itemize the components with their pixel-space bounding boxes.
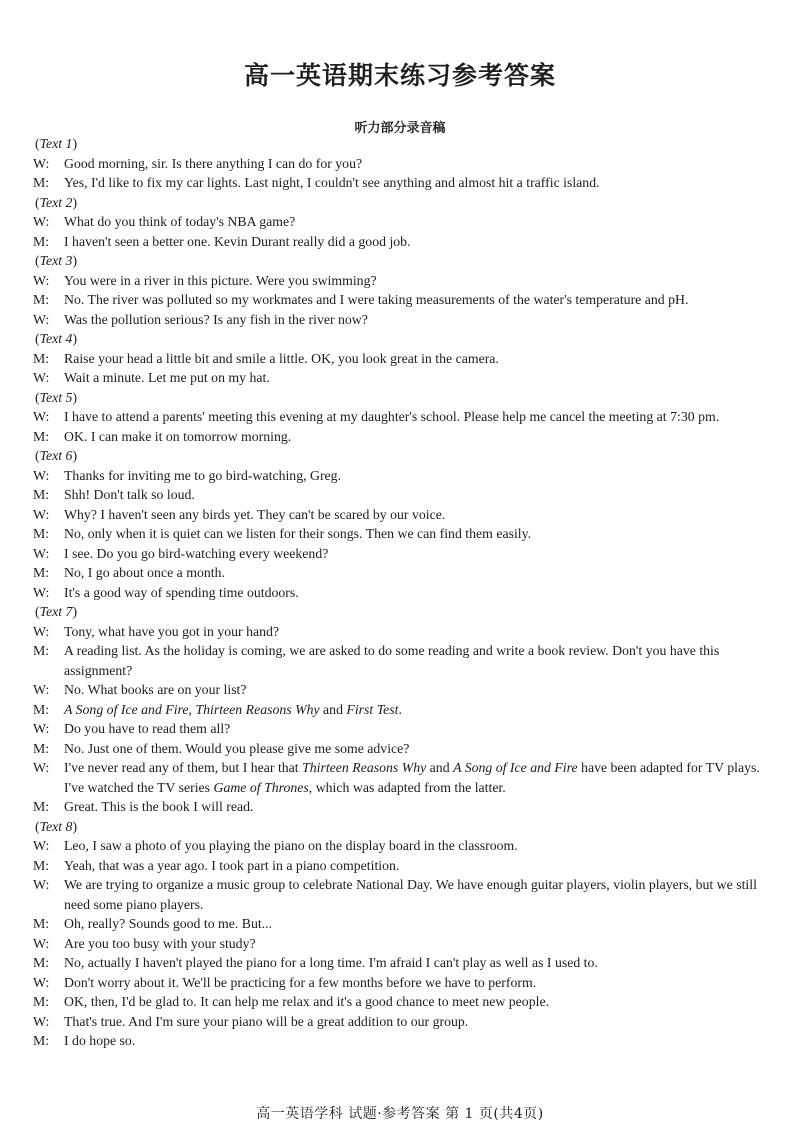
dialogue-line xyxy=(33,407,773,427)
dialogue-text: Great. This is the book I will read. xyxy=(64,799,254,814)
speaker-label: W: xyxy=(33,877,50,892)
dialogue-line xyxy=(33,349,773,369)
text-section-header: (Text 5) xyxy=(35,389,78,405)
dialogue-text: Raise your head a little bit and smile a little. OK, you look great in the camera. xyxy=(64,350,499,366)
dialogue-line xyxy=(33,622,773,642)
speaker-label: W: xyxy=(33,1013,50,1029)
dialogue-text: You were in a river in this picture. Were you swimming? xyxy=(64,272,377,288)
speaker-label: W: xyxy=(33,506,50,522)
speaker-label: M: xyxy=(33,799,50,814)
dialogue-text: OK, then, I'd be glad to. It can help me relax and it's a good chance to meet new people. xyxy=(64,994,550,1009)
speaker-label: M: xyxy=(33,565,50,580)
page-footer: 高一英语学科 试题·参考答案 第 1 页(共4页) xyxy=(256,1106,544,1122)
title-italic: Game of Thrones xyxy=(213,779,309,795)
speaker-label: W: xyxy=(33,974,50,990)
listening-transcript xyxy=(33,134,773,1051)
dialogue-line xyxy=(33,290,773,310)
speaker-label: M: xyxy=(33,955,50,970)
dialogue-line xyxy=(33,154,773,174)
dialogue-text: Thanks for inviting me to go bird-watching, Greg. xyxy=(64,467,342,483)
dialogue-text: No. The river was polluted so my workmates and I were taking measurements of the water's temperature and pH. xyxy=(64,292,689,307)
speaker-label: W: xyxy=(33,155,50,171)
dialogue-line xyxy=(33,680,773,700)
dialogue-line xyxy=(33,758,773,797)
dialogue-text: and xyxy=(319,701,347,717)
speaker-label: M: xyxy=(33,487,50,502)
text-section-label: Text 6 xyxy=(39,448,73,463)
dialogue-line xyxy=(33,173,773,193)
dialogue-text: OK. I can make it on tomorrow morning. xyxy=(64,428,292,444)
dialogue-line xyxy=(33,856,773,876)
text-section-label: Text 1 xyxy=(39,136,73,151)
dialogue-line xyxy=(33,485,773,505)
dialogue-text: have been adapted for TV plays. I've watched the TV series xyxy=(64,760,760,795)
dialogue-text: , which was adapted from the latter. xyxy=(308,779,506,795)
text-section-header: (Text 1) xyxy=(35,136,78,151)
dialogue-text: Are you too busy with your study? xyxy=(64,935,256,951)
speaker-label: M: xyxy=(33,916,50,931)
speaker-label: M: xyxy=(33,740,50,756)
dialogue-text: I've never read any of them, but I hear that xyxy=(64,760,303,775)
dialogue-text: Tony, what have you got in your hand? xyxy=(64,623,280,639)
dialogue-text: Was the pollution serious? Is any fish in the river now? xyxy=(64,311,368,327)
speaker-label: W: xyxy=(33,311,50,327)
dialogue-line xyxy=(33,836,773,856)
dialogue-text: We are trying to organize a music group to celebrate National Day. We have enough guitar players, violin players, but we still need some piano players. xyxy=(64,877,757,912)
speaker-label: W: xyxy=(33,467,50,483)
title-italic: A Song of Ice and Fire xyxy=(453,760,578,775)
title-italic: First Test xyxy=(346,701,399,717)
dialogue-line xyxy=(33,719,773,739)
dialogue-text: It's a good way of spending time outdoors. xyxy=(64,584,299,600)
dialogue-line xyxy=(33,953,773,973)
text-section-label: Text 3 xyxy=(39,253,73,268)
text-section-label: Text 5 xyxy=(39,389,73,405)
speaker-label: M: xyxy=(33,175,50,190)
dialogue-line xyxy=(33,973,773,993)
speaker-label: W: xyxy=(33,370,50,385)
dialogue-text: I haven't seen a better one. Kevin Durant really did a good job. xyxy=(64,233,411,249)
dialogue-text: Why? I haven't seen any birds yet. They can't be scared by our voice. xyxy=(64,506,446,522)
text-section-header: (Text 6) xyxy=(35,448,78,463)
dialogue-text: No. Just one of them. Would you please give me some advice? xyxy=(64,740,410,756)
dialogue-text: Don't worry about it. We'll be practicing for a few months before we have to perform. xyxy=(64,974,537,990)
page-title: 高一英语期末练习参考答案 xyxy=(243,61,556,90)
text-section-label: Text 2 xyxy=(39,194,73,210)
dialogue-line xyxy=(33,700,773,720)
dialogue-text: I do hope so. xyxy=(64,1033,136,1048)
dialogue-line xyxy=(33,934,773,954)
text-section-label: Text 8 xyxy=(39,818,73,834)
speaker-label: M: xyxy=(33,526,50,541)
dialogue-text: A reading list. As the holiday is coming, we are asked to do some reading and write a book review. Don't you have this assignment? xyxy=(64,643,720,678)
speaker-label: M: xyxy=(33,292,50,307)
dialogue-line xyxy=(33,524,773,544)
speaker-label: W: xyxy=(33,935,50,951)
dialogue-text: I have to attend a parents' meeting this evening at my daughter's school. Please help me cancel the meeting at 7:30 pm. xyxy=(64,409,720,424)
text-section-header: (Text 4) xyxy=(35,331,78,346)
speaker-label: W: xyxy=(33,623,50,639)
speaker-label: M: xyxy=(33,643,50,658)
section-subtitle: 听力部分录音稿 xyxy=(354,121,446,136)
dialogue-line xyxy=(33,212,773,232)
speaker-label: W: xyxy=(33,409,50,424)
dialogue-text: No, actually I haven't played the piano for a long time. I'm afraid I can't play as well as I used to. xyxy=(64,955,598,970)
dialogue-text: and xyxy=(426,760,454,775)
title-italic: Thirteen Reasons Why xyxy=(195,701,320,717)
dialogue-line xyxy=(33,544,773,564)
dialogue-text: What do you think of today's NBA game? xyxy=(64,214,296,229)
dialogue-line xyxy=(33,310,773,330)
speaker-label: W: xyxy=(33,584,50,600)
text-section-label: Text 4 xyxy=(39,331,73,346)
dialogue-line xyxy=(33,232,773,252)
title-italic: A Song of Ice and Fire xyxy=(64,701,189,717)
dialogue-line xyxy=(33,505,773,525)
text-section-header: (Text 7) xyxy=(35,604,78,619)
dialogue-text: Do you have to read them all? xyxy=(64,721,231,736)
dialogue-line xyxy=(33,992,773,1012)
dialogue-text: , xyxy=(188,701,196,717)
speaker-label: M: xyxy=(33,701,50,717)
speaker-label: M: xyxy=(33,428,50,444)
dialogue-line xyxy=(33,875,773,914)
text-section-header: (Text 8) xyxy=(35,818,78,834)
speaker-label: M: xyxy=(33,1033,50,1048)
speaker-label: W: xyxy=(33,272,50,288)
dialogue-line xyxy=(33,1031,773,1051)
title-italic: Thirteen Reasons Why xyxy=(302,760,427,775)
dialogue-text: No, only when it is quiet can we listen for their songs. Then we can find them easily. xyxy=(64,526,532,541)
dialogue-text: Wait a minute. Let me put on my hat. xyxy=(64,370,270,385)
dialogue-line xyxy=(33,271,773,291)
dialogue-text: I see. Do you go bird-watching every weekend? xyxy=(64,545,329,561)
dialogue-text: . xyxy=(398,701,402,717)
speaker-label: W: xyxy=(33,214,50,229)
speaker-label: W: xyxy=(33,721,50,736)
dialogue-line xyxy=(33,1012,773,1032)
speaker-label: W: xyxy=(33,545,50,561)
dialogue-line xyxy=(33,914,773,934)
dialogue-text: Leo, I saw a photo of you playing the piano on the display board in the classroom. xyxy=(64,838,518,853)
dialogue-line xyxy=(33,466,773,486)
dialogue-line xyxy=(33,641,773,680)
speaker-label: W: xyxy=(33,760,50,775)
dialogue-text: Good morning, sir. Is there anything I can do for you? xyxy=(64,155,363,171)
dialogue-line xyxy=(33,797,773,817)
speaker-label: M: xyxy=(33,994,50,1009)
dialogue-text: That's true. And I'm sure your piano will be a great addition to our group. xyxy=(64,1013,469,1029)
dialogue-text: Shh! Don't talk so loud. xyxy=(64,487,195,502)
speaker-label: M: xyxy=(33,350,50,366)
dialogue-line xyxy=(33,563,773,583)
dialogue-text: Oh, really? Sounds good to me. But... xyxy=(64,916,273,931)
speaker-label: M: xyxy=(33,857,50,873)
text-section-header: (Text 3) xyxy=(35,253,78,268)
speaker-label: M: xyxy=(33,233,50,249)
dialogue-text: No, I go about once a month. xyxy=(64,565,225,580)
speaker-label: W: xyxy=(33,682,50,697)
dialogue-text: Yeah, that was a year ago. I took part in a piano competition. xyxy=(64,857,400,873)
dialogue-line xyxy=(33,427,773,447)
dialogue-text: Yes, I'd like to fix my car lights. Last night, I couldn't see anything and almost hit a traffic island. xyxy=(64,175,600,190)
text-section-label: Text 7 xyxy=(39,604,73,619)
dialogue-text: No. What books are on your list? xyxy=(64,682,247,697)
text-section-header: (Text 2) xyxy=(35,194,78,210)
speaker-label: W: xyxy=(33,838,50,853)
dialogue-line xyxy=(33,368,773,388)
dialogue-line xyxy=(33,583,773,603)
dialogue-line xyxy=(33,739,773,759)
